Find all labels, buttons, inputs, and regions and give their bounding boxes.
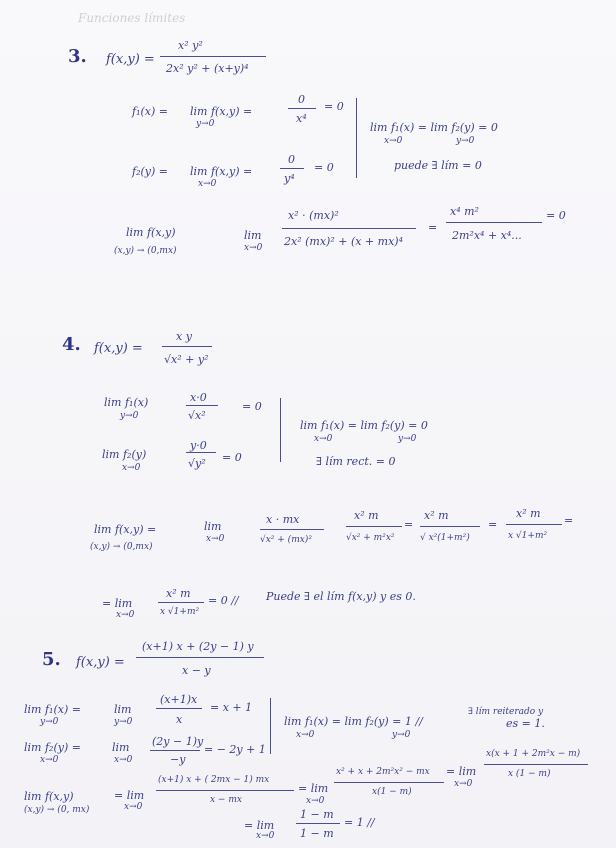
p5-c-bar3 <box>484 764 588 765</box>
p4-side1: lim f₁(x) = lim f₂(y) = 0 <box>300 419 428 432</box>
p4-line-lim-sub: x→0 <box>206 534 225 544</box>
p4-res-den: x √1+m² <box>160 607 200 617</box>
p3-fy-sub: x→0 <box>198 179 217 189</box>
p3-side1-sub-a: x→0 <box>384 136 403 146</box>
p5-a-den: x <box>176 713 183 726</box>
p4-note: Puede ∃ el lím f(x,y) y es 0. <box>266 590 416 603</box>
p3-brace <box>356 98 357 178</box>
p5-c-num: (x+1) x + ( 2mx − 1) mx <box>158 775 270 785</box>
p4-n4: x² m <box>516 507 541 520</box>
p4-line-sub: (x,y) → (0,mx) <box>90 542 153 552</box>
p3-fy-num: 0 <box>288 153 295 166</box>
p4-function-denominator: √x² + y² <box>164 353 209 366</box>
p3-fy-den: y⁴ <box>284 172 295 185</box>
p5-brace <box>270 698 271 754</box>
p3-fx-res: = 0 <box>324 100 344 113</box>
p5-b-bar <box>150 750 200 751</box>
p5-b-lim: lim f₂(y) = <box>24 741 81 754</box>
p4-bar3 <box>420 526 480 527</box>
p5-b-sub2: x→0 <box>114 755 133 765</box>
p4-b-res: = 0 <box>222 451 242 464</box>
p5-c-den2: x(1 − m) <box>372 787 412 797</box>
p4-a-bar <box>186 405 218 406</box>
p3-function-fraction-bar <box>160 56 266 57</box>
p3-line-num: x² · (mx)² <box>288 209 339 222</box>
p5-c-lim-sub: x→0 <box>124 802 143 812</box>
p5-final-den: 1 − m <box>300 827 334 840</box>
p4-a-num: x·0 <box>190 391 207 404</box>
p3-line-lim: lim <box>244 229 262 242</box>
p4-b-lim: lim f₂(y) <box>102 448 147 461</box>
p5-a-bar <box>156 708 202 709</box>
p4-side1-sub-b: y→0 <box>398 434 417 444</box>
p5-c-lim: = lim <box>114 789 145 802</box>
p3-line-sub: (x,y) → (0,mx) <box>114 246 177 256</box>
p4-bar1 <box>260 529 324 530</box>
p3-fy-bar <box>280 168 304 169</box>
page-header: Funciones límites <box>78 11 186 25</box>
p3-line-lim-sub: x→0 <box>244 243 263 253</box>
p4-function-numerator: x y <box>176 330 192 343</box>
p5-function-lhs: f(x,y) = <box>76 655 125 670</box>
p5-final-num: 1 − m <box>300 808 334 821</box>
p4-line-lhs: lim f(x,y) = <box>94 523 157 536</box>
p5-c-den: x − mx <box>210 795 242 805</box>
p3-function-lhs: f(x,y) = <box>106 52 155 67</box>
p5-c-sub: (x,y) → (0, mx) <box>24 805 90 815</box>
p4-d4: x √1+m² <box>508 531 548 541</box>
p3-fy-lhs: f₂(y) = <box>132 165 168 178</box>
p3-function-numerator: x² y² <box>178 39 203 52</box>
p4-d3: √ x²(1+m²) <box>420 533 470 543</box>
p3-function-denominator: 2x² y² + (x+y)⁴ <box>166 62 249 75</box>
p3-line-eq2: = <box>428 221 438 234</box>
p5-function-bar <box>136 657 264 658</box>
p4-b-bar <box>186 452 216 453</box>
p5-a-sub: y→0 <box>40 717 59 727</box>
p3-line-den2: 2m²x⁴ + x⁴... <box>452 229 522 242</box>
problem-3-number: 3. <box>68 46 87 67</box>
p5-a-res: = x + 1 <box>210 701 253 714</box>
p4-a-sub: y→0 <box>120 411 139 421</box>
p5-c-eq: = lim <box>298 782 329 795</box>
p5-c-eq3-sub: x→0 <box>454 779 473 789</box>
p5-c-eq3: = lim <box>446 765 477 778</box>
p5-c-bar2 <box>334 782 444 783</box>
p4-res-bar <box>158 602 204 603</box>
p4-b-den: √y² <box>188 457 206 470</box>
p4-n3: x² m <box>424 509 449 522</box>
problem-4-number: 4. <box>62 334 81 355</box>
p5-final-sub: x→0 <box>256 831 275 841</box>
p4-side1-sub-a: x→0 <box>314 434 333 444</box>
p5-c-eq-sub: x→0 <box>306 796 325 806</box>
p4-function-bar <box>162 346 212 347</box>
p5-b-lim2: lim <box>112 741 130 754</box>
p5-side-sub-b: y→0 <box>392 730 411 740</box>
p4-eq-c: = <box>564 514 574 527</box>
p5-a-lim: lim f₁(x) = <box>24 703 81 716</box>
p3-side2: puede ∃ lím = 0 <box>394 159 482 172</box>
p5-a-sub2: y→0 <box>114 717 133 727</box>
p4-brace <box>280 398 281 462</box>
p3-line-num2: x⁴ m² <box>450 205 479 218</box>
p4-res-lim: = lim <box>102 597 133 610</box>
p3-line-bar <box>282 228 416 229</box>
p5-b-res: = − 2y + 1 <box>204 743 266 756</box>
p5-c-den3: x (1 − m) <box>508 769 551 779</box>
p4-b-sub: x→0 <box>122 463 141 473</box>
p5-b-sub: x→0 <box>40 755 59 765</box>
p3-side1-sub-b: y→0 <box>456 136 475 146</box>
p3-line-den: 2x² (mx)² + (x + mx)⁴ <box>284 235 403 248</box>
p3-fx-den: x⁴ <box>296 112 307 125</box>
p5-function-denominator: x − y <box>182 664 211 677</box>
problem-5-number: 5. <box>42 649 61 670</box>
p5-final-lim: = lim <box>244 819 275 832</box>
p4-res-val: = 0 // <box>208 594 239 607</box>
p4-eq-a: = <box>404 518 414 531</box>
p3-line-res: = 0 <box>546 209 566 222</box>
p3-line-lhs: lim f(x,y) <box>126 226 176 239</box>
p3-side1: lim f₁(x) = lim f₂(y) = 0 <box>370 121 498 134</box>
p4-line-lim: lim <box>204 520 222 533</box>
p5-side-note2: es = 1. <box>506 717 545 730</box>
p5-c-num3: x(x + 1 + 2m²x − m) <box>486 749 581 759</box>
p4-a-den: √x² <box>188 409 206 422</box>
p4-side2: ∃ lím rect. = 0 <box>316 455 396 468</box>
p3-fx-sub: y→0 <box>196 119 215 129</box>
p4-a-res: = 0 <box>242 400 262 413</box>
p3-line-bar2 <box>446 222 542 223</box>
p5-side-sub-a: x→0 <box>296 730 315 740</box>
p5-a-lim2: lim <box>114 703 132 716</box>
p4-d1: √x² + (mx)² <box>260 535 312 545</box>
p4-a-lim: lim f₁(x) <box>104 396 149 409</box>
p4-n2: x² m <box>354 509 379 522</box>
p4-b-num: y·0 <box>190 439 207 452</box>
p5-side: lim f₁(x) = lim f₂(y) = 1 // <box>284 715 423 728</box>
p3-fx-bar <box>288 108 316 109</box>
p4-eq-b: = <box>488 518 498 531</box>
p3-fx-num: 0 <box>298 93 305 106</box>
p4-n1: x · mx <box>266 513 300 526</box>
p4-bar2 <box>346 526 402 527</box>
p3-fx-lim: lim f(x,y) = <box>190 105 253 118</box>
p3-fy-lim: lim f(x,y) = <box>190 165 253 178</box>
p4-function-lhs: f(x,y) = <box>94 341 143 356</box>
p4-d2: √x² + m²x² <box>346 533 395 543</box>
p5-b-num: (2y − 1)y <box>152 735 204 748</box>
p3-fx-lhs: f₁(x) = <box>132 105 168 118</box>
p5-final-res: = 1 // <box>344 816 375 829</box>
p5-function-numerator: (x+1) x + (2y − 1) y <box>142 640 254 653</box>
p5-c-lhs: lim f(x,y) <box>24 790 74 803</box>
p5-b-den: −y <box>170 753 186 766</box>
p5-c-bar <box>156 790 294 791</box>
p5-c-num2: x² + x + 2m²x² − mx <box>336 767 430 777</box>
p5-a-num: (x+1)x <box>160 693 198 706</box>
p4-res-num: x² m <box>166 587 191 600</box>
p5-final-bar <box>296 823 340 824</box>
p5-side-note: ∃ lím reiterado y <box>468 707 544 717</box>
p4-bar4 <box>506 524 562 525</box>
p4-res-sub: x→0 <box>116 610 135 620</box>
p3-fy-res: = 0 <box>314 161 334 174</box>
